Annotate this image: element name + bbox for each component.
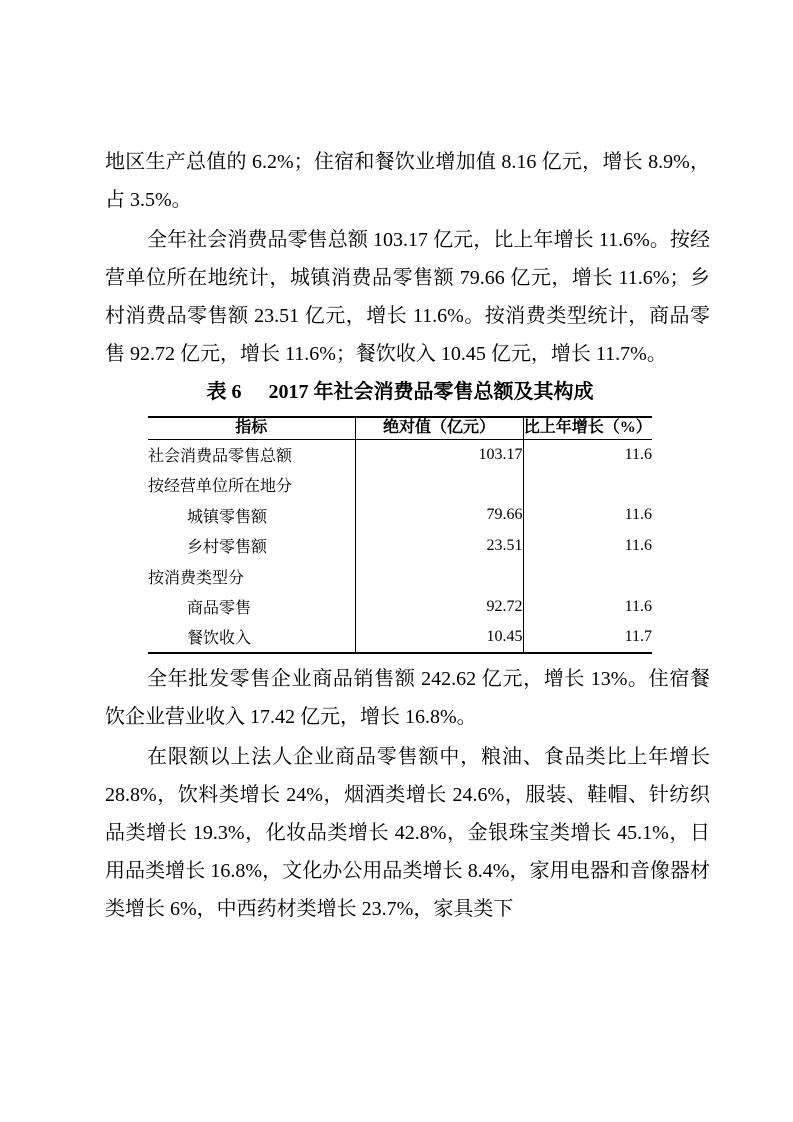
table-6-block [105,374,710,654]
cell-indicator: 商品零售 [148,592,355,623]
cell-growth [523,561,652,592]
column-header-indicator: 指标 [148,417,355,439]
cell-indicator: 乡村零售额 [148,531,355,562]
table-header-row [148,417,652,439]
cell-value: 79.66 [355,500,523,531]
table-row [148,470,652,501]
cell-value: 23.51 [355,531,523,562]
cell-value: 103.17 [355,439,523,470]
cell-growth: 11.6 [624,445,652,463]
cell-growth: 11.6 [624,536,652,554]
column-header-growth: 比上年增长（%） [523,417,652,439]
cell-value [355,561,523,592]
cell-indicator: 按经营单位所在地分 [148,470,355,501]
cell-value: 92.72 [355,592,523,623]
cell-indicator: 按消费类型分 [148,561,355,592]
table-row [148,439,652,470]
paragraph-above-quota-categories: 在限额以上法人企业商品零售额中，粮油、食品类比上年增长 28.8%，饮料类增长 24%，烟酒类增长 24.6%，服装、鞋帽、针纺织品类增长 19.3%，化妆品类增长 42.8%，金银珠宝类增长 45.1%，日用品类增长 16.8%，文化办公用品类增长 8.4%，家用电器和音像器材类增长 6%，中西药材类增长 23.7%，家具类下 [105,745,710,920]
cell-indicator: 城镇零售额 [148,500,355,531]
column-header-absolute-value: 绝对值（亿元） [355,417,523,439]
paragraph-continuation: 地区生产总值的 6.2%；住宿和餐饮业增加值 8.16 亿元，增长 8.9%，占 3.5%。 [105,151,710,211]
table-title [148,374,652,410]
cell-indicator: 餐饮收入 [148,622,355,653]
table-number-label: 表 6 [206,381,242,403]
cell-growth [523,470,652,501]
cell-value [355,470,523,501]
cell-value: 10.45 [355,622,523,653]
table-row [148,561,652,592]
retail-sales-table [148,416,652,654]
cell-growth: 11.6 [624,597,652,615]
table-row [148,531,652,562]
table-title-text: 2017 年社会消费品零售总额及其构成 [268,381,594,403]
table-row [148,622,652,653]
table-row [148,500,652,531]
cell-growth: 11.6 [624,506,652,524]
cell-indicator: 社会消费品零售总额 [148,439,355,470]
cell-growth: 11.7 [523,622,652,653]
paragraph-retail-total: 全年社会消费品零售总额 103.17 亿元，比上年增长 11.6%。按经营单位所在地统计，城镇消费品零售额 79.66 亿元，增长 11.6%；乡村消费品零售额 23.51 亿元，增长 11.6%。按消费类型统计，商品零售 92.72 亿元，增长 11.6%；餐饮收入 10.45 亿元，增长 11.7%。 [105,229,710,365]
paragraph-wholesale-retail: 全年批发零售企业商品销售额 242.62 亿元，增长 13%。住宿餐饮企业营业收入 17.42 亿元，增长 16.8%。 [105,667,710,728]
table-row [148,592,652,623]
